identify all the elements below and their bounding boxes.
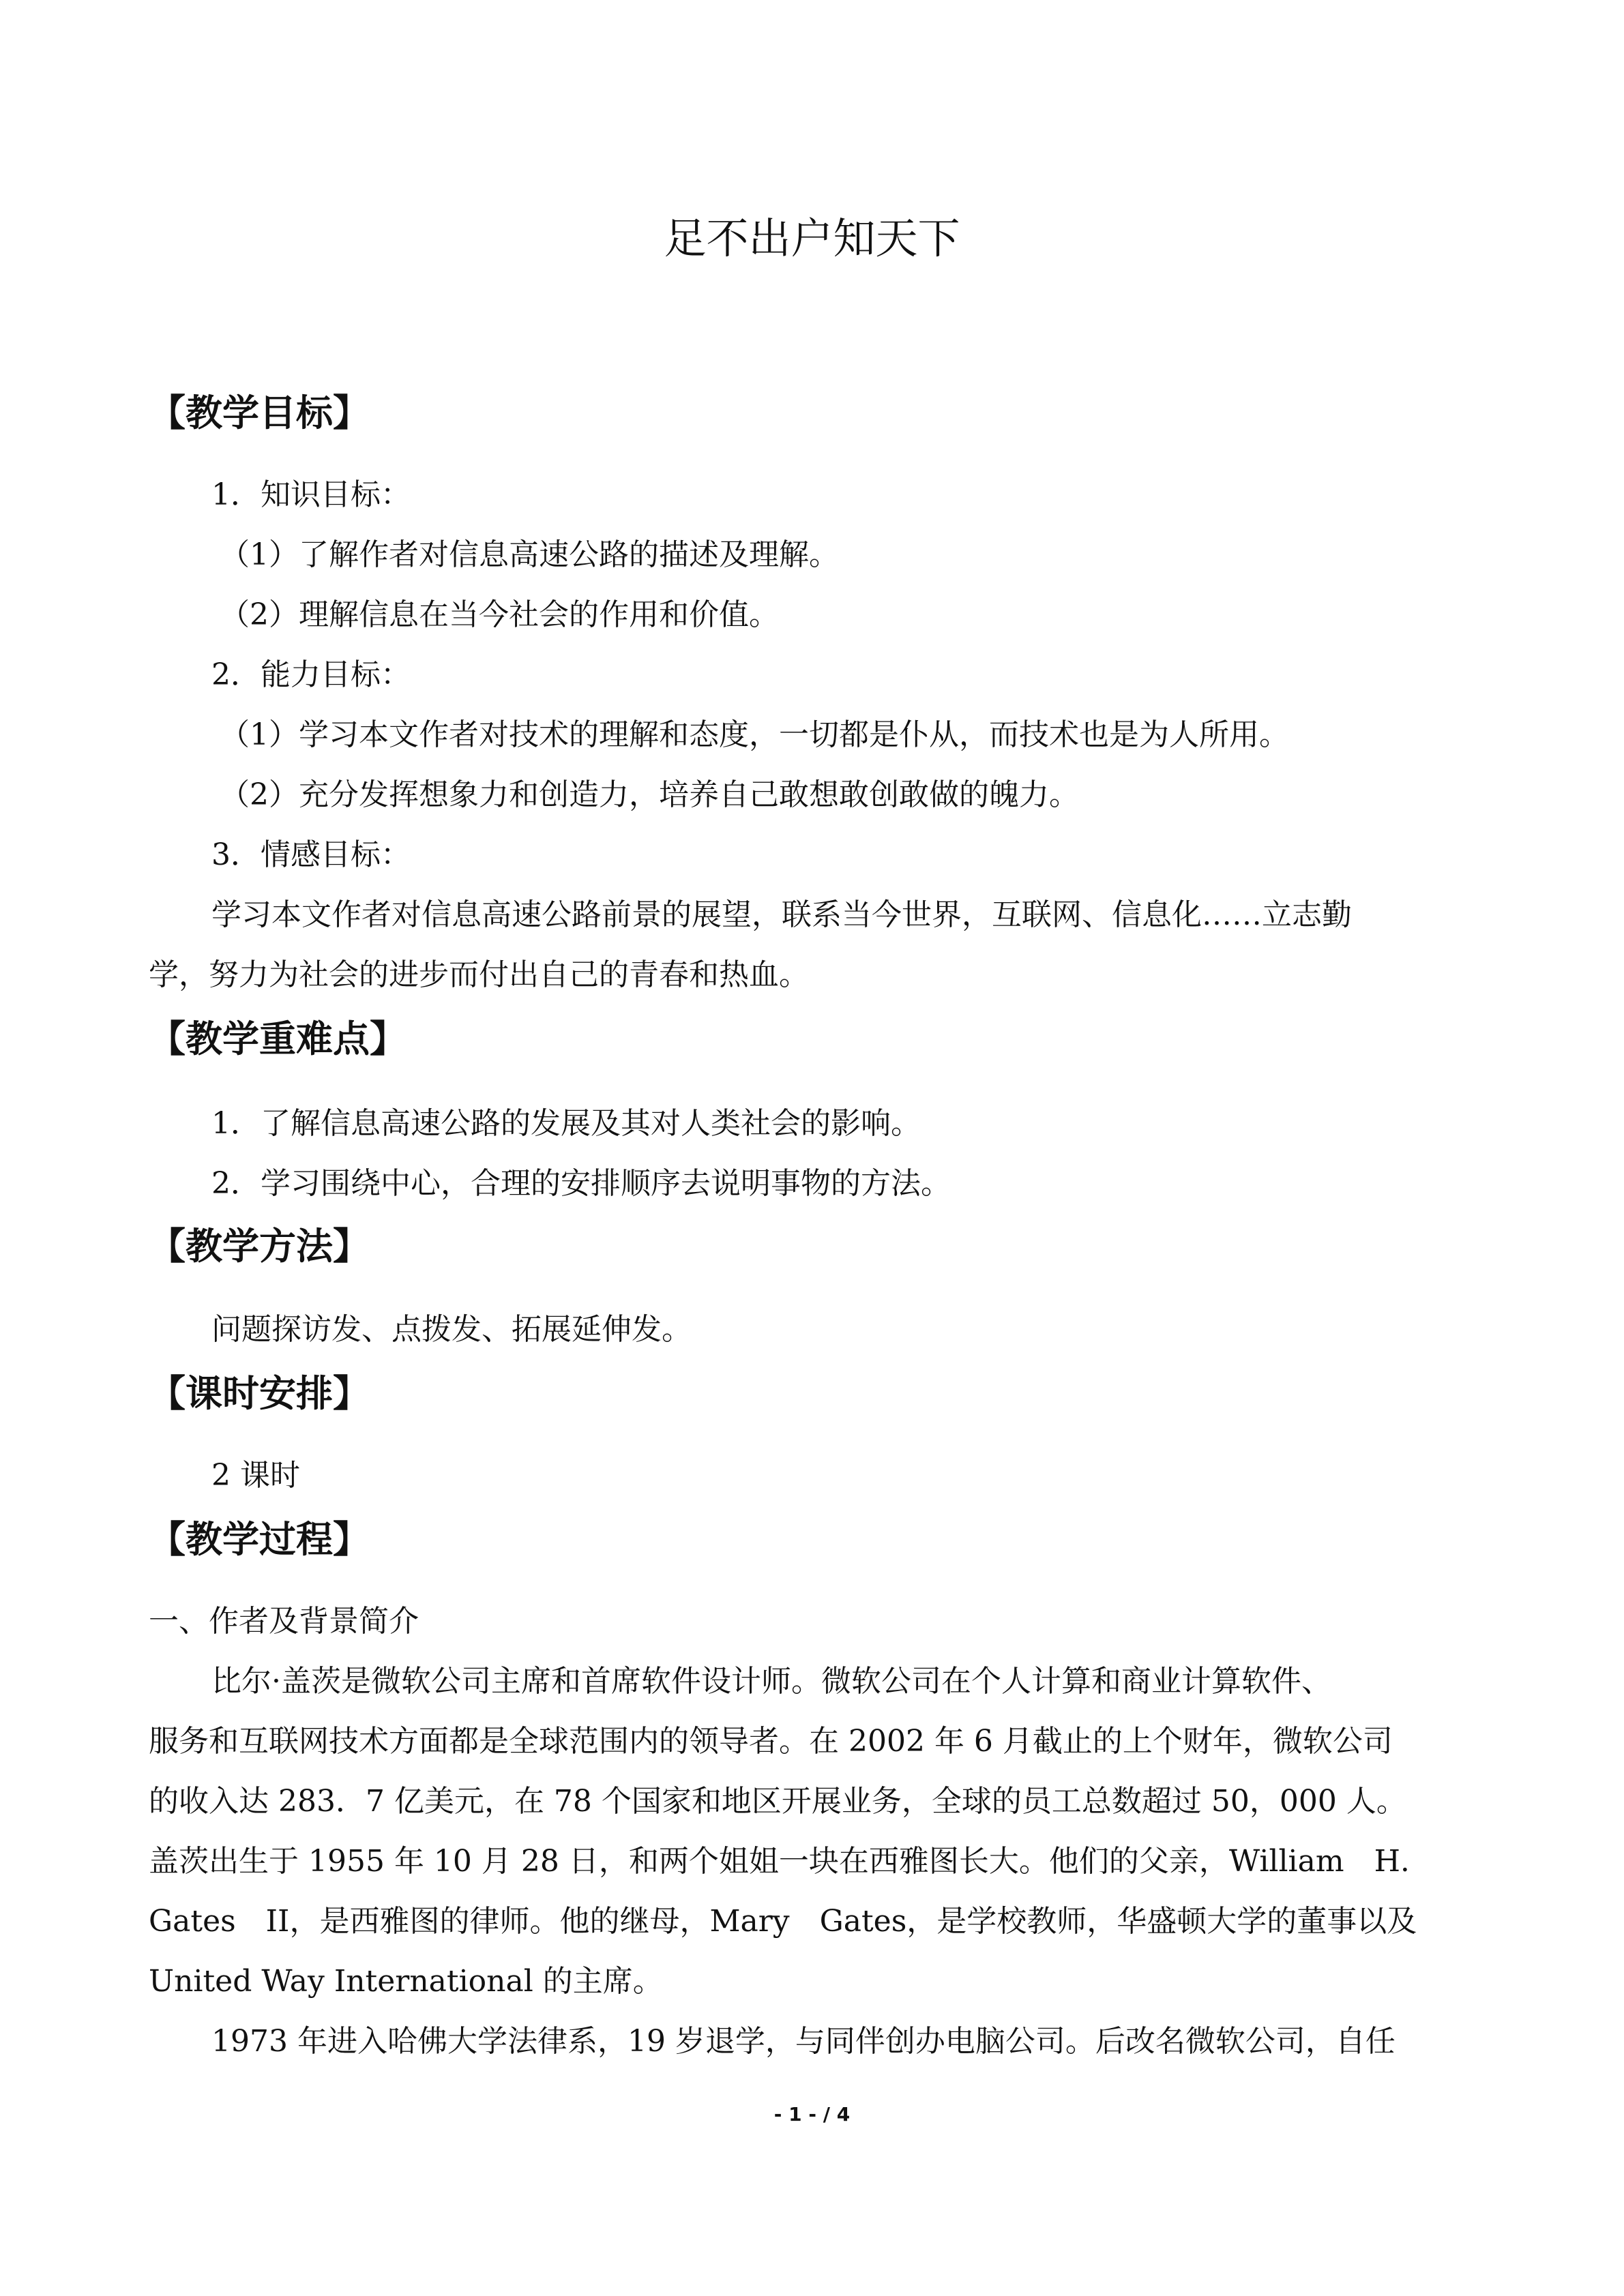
heading-teaching-objectives: 【教学目标】 (149, 391, 370, 434)
document-title: 足不出户知天下 (664, 213, 960, 263)
process-paragraph-line: United Way International 的主席。 (149, 1964, 663, 1999)
key-point-line: 2．学习围绕中心，合理的安排顺序去说明事物的方法。 (211, 1166, 951, 1201)
page-number-footer: - 1 - / 4 (773, 2103, 851, 2126)
process-paragraph-line: 比尔·盖茨是微软公司主席和首席软件设计师。微软公司在个人计算和商业计算软件、 (211, 1664, 1331, 1699)
objective-line: 1．知识目标： (211, 477, 411, 512)
objective-line: （1）学习本文作者对技术的理解和态度，一切都是仆从，而技术也是为人所用。 (220, 717, 1289, 752)
process-paragraph-line: 1973 年进入哈佛大学法律系，19 岁退学，与同伴创办电脑公司。后改名微软公司，自任 (211, 2024, 1396, 2059)
objective-paragraph-line: 学，努力为社会的进步而付出自己的青春和热血。 (149, 957, 809, 992)
method-line: 问题探访发、点拨发、拓展延伸发。 (211, 1312, 692, 1347)
process-paragraph-line: Gates II，是西雅图的律师。他的继母，Mary Gates，是学校教师，华盛顿大学的董事以及 (149, 1904, 1417, 1939)
heading-class-schedule: 【课时安排】 (149, 1372, 370, 1415)
objective-line: 2．能力目标： (211, 657, 411, 692)
objective-paragraph-line: 学习本文作者对信息高速公路前景的展望，联系当今世界，互联网、信息化……立志勤 (211, 897, 1352, 932)
heading-teaching-process: 【教学过程】 (149, 1518, 370, 1561)
process-paragraph-line: 盖茨出生于 1955 年 10 月 28 日，和两个姐姐一块在西雅图长大。他们的父亲，William H. (149, 1844, 1410, 1879)
key-point-line: 1．了解信息高速公路的发展及其对人类社会的影响。 (211, 1106, 921, 1141)
objective-line: 3．情感目标： (211, 837, 411, 872)
process-paragraph-line: 服务和互联网技术方面都是全球范围内的领导者。在 2002 年 6 月截止的上个财年，微软公司 (149, 1724, 1393, 1759)
objective-line: （2）理解信息在当今社会的作用和价值。 (220, 597, 779, 632)
heading-key-points: 【教学重难点】 (149, 1017, 407, 1060)
schedule-line: 2 课时 (211, 1458, 300, 1493)
process-section-title: 一、作者及背景简介 (149, 1604, 419, 1639)
process-paragraph-line: 的收入达 283．7 亿美元，在 78 个国家和地区开展业务，全球的员工总数超过 50，000 人。 (149, 1784, 1406, 1819)
heading-teaching-methods: 【教学方法】 (149, 1225, 370, 1268)
objective-line: （1）了解作者对信息高速公路的描述及理解。 (220, 537, 839, 572)
objective-line: （2）充分发挥想象力和创造力，培养自己敢想敢创敢做的魄力。 (220, 777, 1079, 812)
